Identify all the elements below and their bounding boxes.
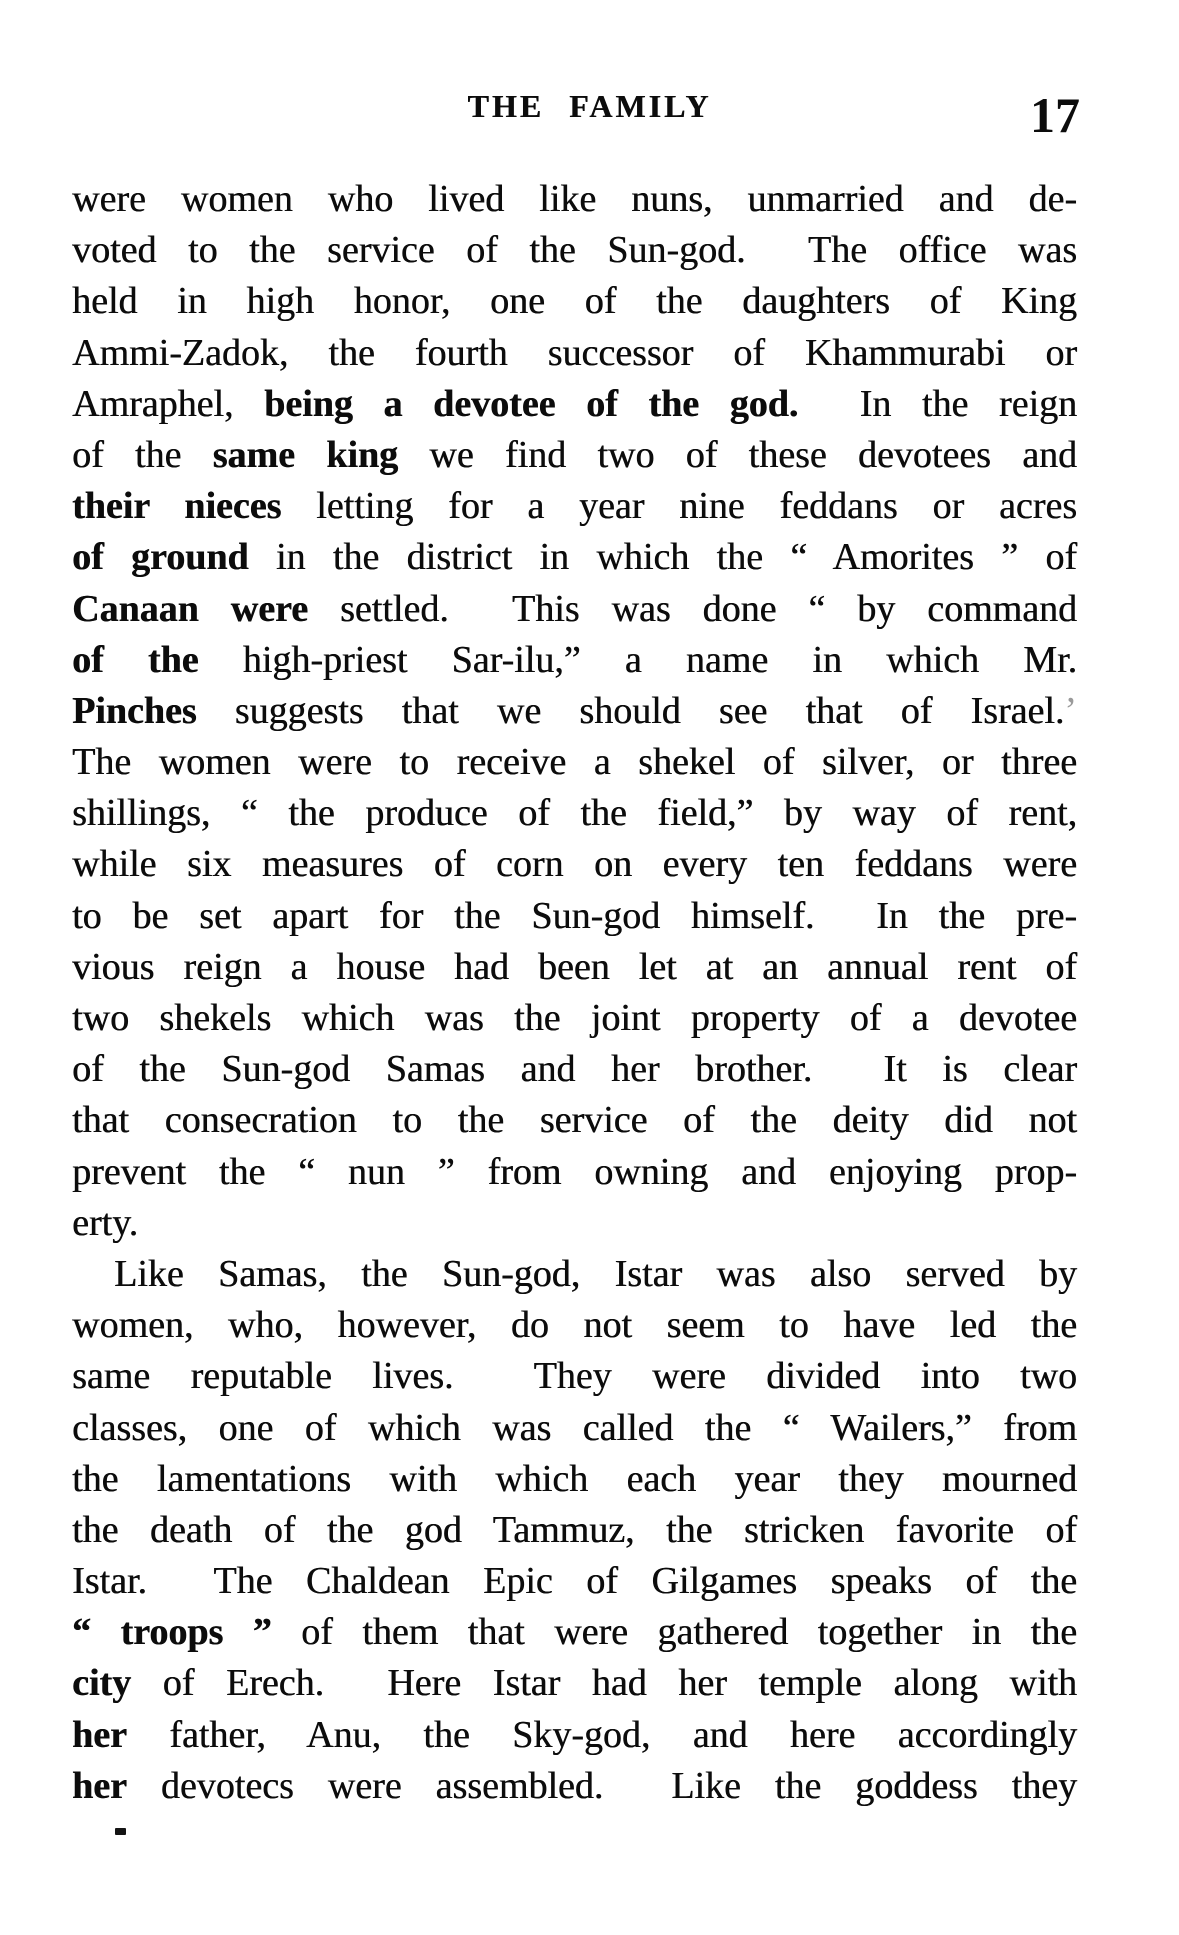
text-line: Pinches suggests that we should see that of Israel.’ xyxy=(72,689,1077,732)
text-line: women, who, however, do not seem to have led the xyxy=(72,1304,1077,1347)
text-line: that consecration to the service of the deity did not xyxy=(72,1099,1077,1142)
text-line: Amraphel, being a devotee of the god. In the reign xyxy=(72,382,1077,425)
text-line: of ground in the district in which the “ Amorites ” of xyxy=(72,536,1077,579)
text-line: held in high honor, one of the daughters of King xyxy=(72,280,1077,323)
text-line: the death of the god Tammuz, the stricken favorite of xyxy=(72,1508,1077,1551)
text-line: The women were to receive a shekel of silver, or three xyxy=(72,741,1077,784)
text-line: same reputable lives. They were divided into two xyxy=(72,1355,1077,1398)
text-line: classes, one of which was called the “ Wailers,” from xyxy=(72,1406,1077,1449)
text-line: her father, Anu, the Sky-god, and here accordingly xyxy=(72,1713,1077,1756)
text-line: her devotecs were assembled. Like the goddess they xyxy=(72,1764,1077,1807)
text-line: of the Sun-god Samas and her brother. It is clear xyxy=(72,1048,1077,1091)
text-line: to be set apart for the Sun-god himself. In the pre- xyxy=(72,894,1077,937)
text-line: the lamentations with which each year they mourned xyxy=(72,1457,1077,1500)
scan-speck xyxy=(115,1828,126,1835)
text-line: Like Samas, the Sun-god, Istar was also served by xyxy=(114,1252,1077,1295)
text-line: voted to the service of the Sun-god. The office was xyxy=(72,229,1077,272)
text-line: were women who lived like nuns, unmarried and de- xyxy=(72,178,1077,220)
text-line: of the same king we find two of these devotees and xyxy=(72,433,1077,476)
text-line: of the high-priest Sar-ilu,” a name in which Mr. xyxy=(72,638,1078,681)
text-line: erty. xyxy=(72,1201,139,1244)
text-line: their nieces letting for a year nine feddans or acres xyxy=(72,485,1077,528)
text-line: while six measures of corn on every ten feddans were xyxy=(72,843,1077,886)
text-line: shillings, “ the produce of the field,” by way of rent, xyxy=(72,792,1077,835)
text-line: Canaan were settled. This was done “ by command xyxy=(72,587,1077,630)
page-number: 17 xyxy=(1030,87,1080,143)
text-line: Istar. The Chaldean Epic of Gilgames speaks of the xyxy=(72,1560,1077,1603)
text-line: city of Erech. Here Istar had her temple along with xyxy=(72,1662,1077,1705)
text-line: Ammi-Zadok, the fourth successor of Khammurabi or xyxy=(72,331,1077,374)
body-text xyxy=(72,174,1077,1812)
text-line: vious reign a house had been let at an annual rent of xyxy=(72,945,1077,988)
text-line: two shekels which was the joint property of a devotee xyxy=(72,997,1077,1039)
text-line: prevent the “ nun ” from owning and enjoying prop- xyxy=(72,1150,1077,1193)
running-head-title: THE FAMILY xyxy=(467,88,712,124)
text-line: “ troops ” of them that were gathered together in the xyxy=(72,1611,1077,1654)
